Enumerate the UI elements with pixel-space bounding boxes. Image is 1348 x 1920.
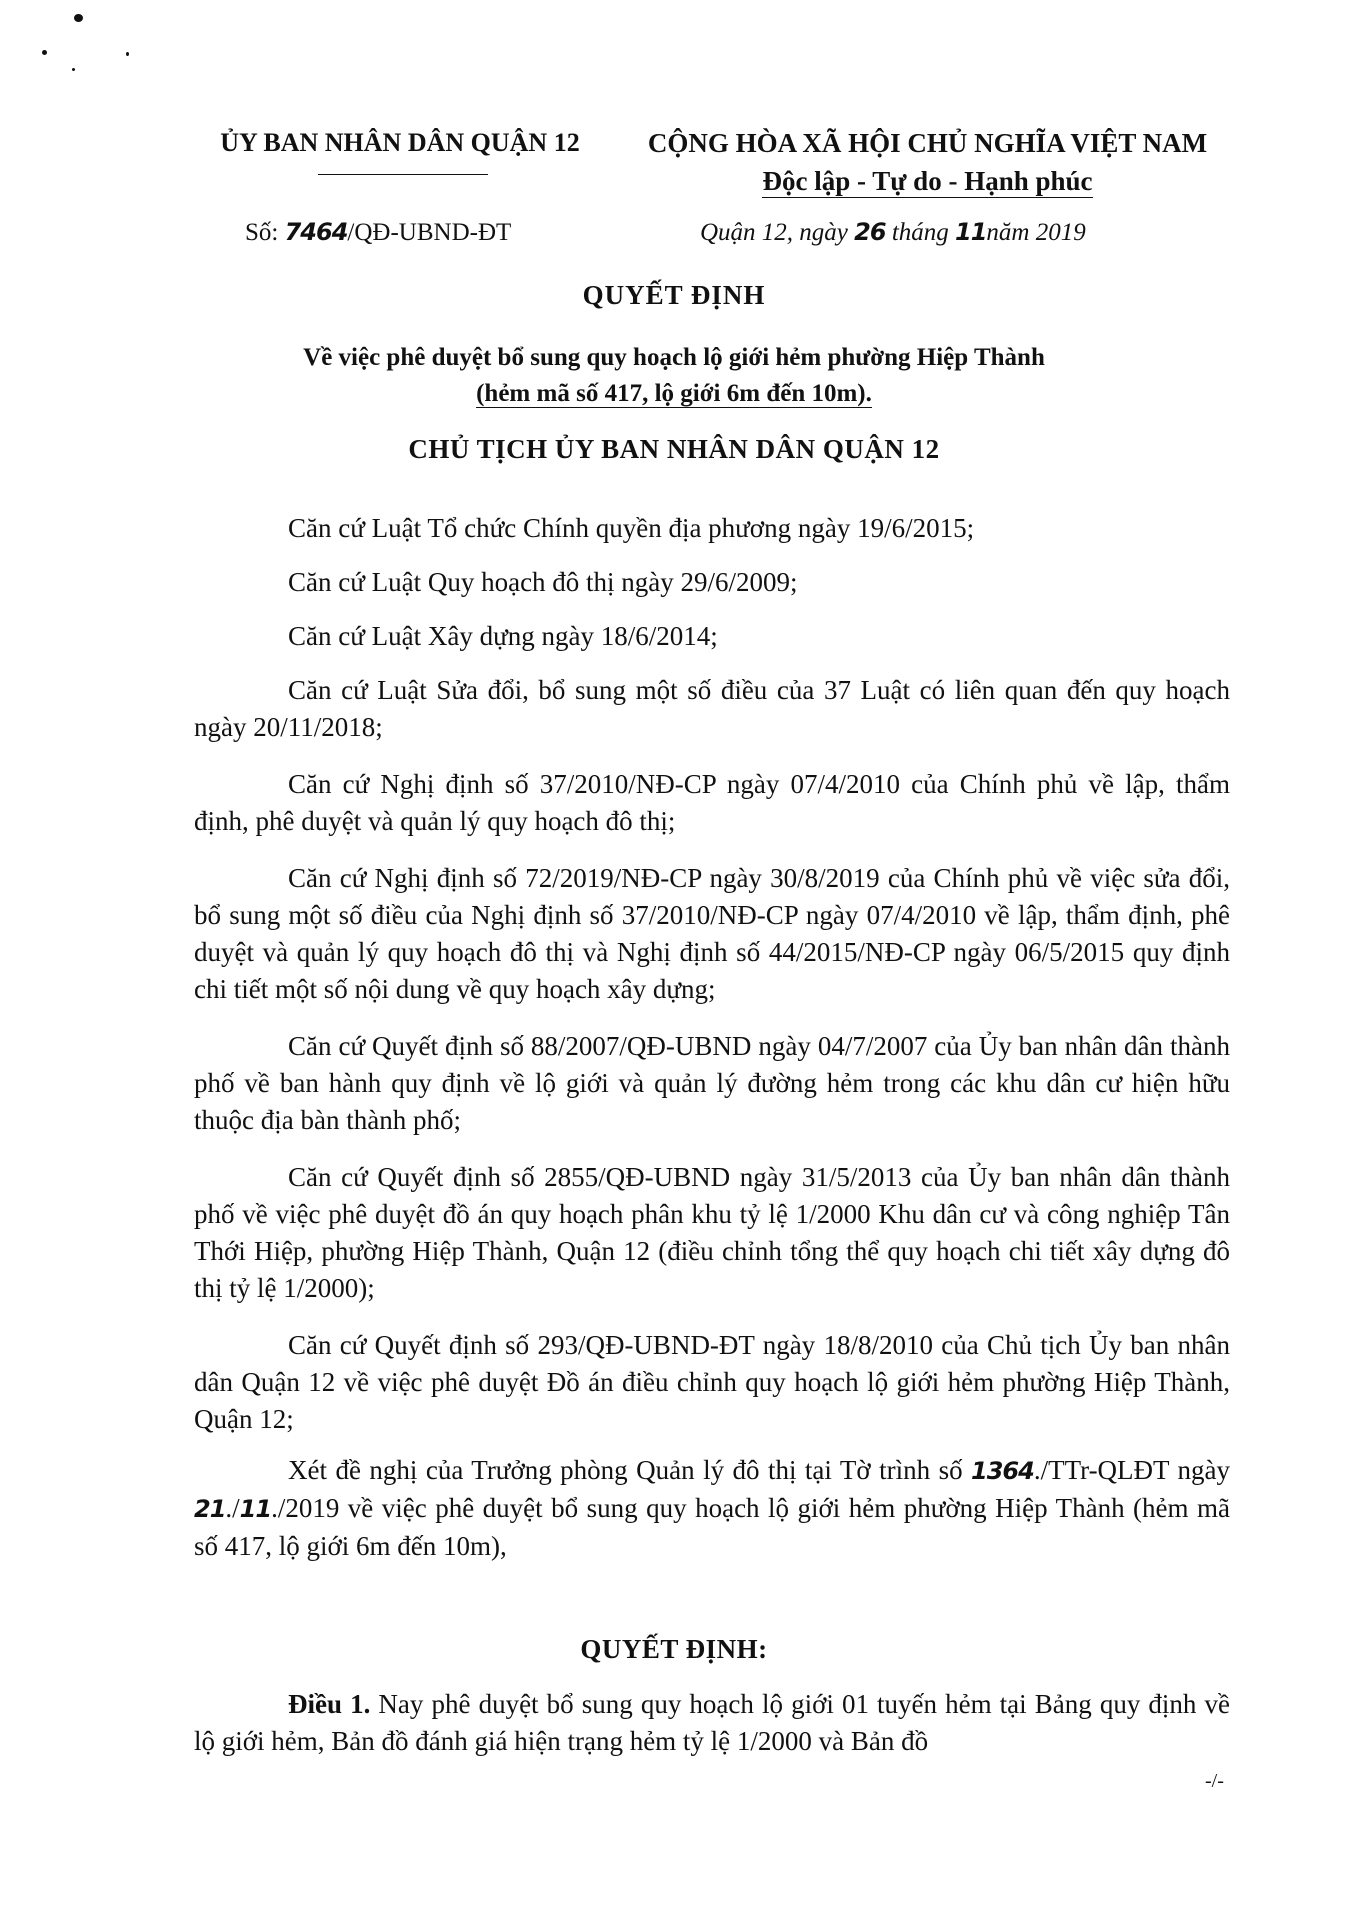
document-title: QUYẾT ĐỊNH [582, 280, 766, 310]
scan-speck [72, 68, 75, 71]
basis-paragraph: Căn cứ Luật Quy hoạch đô thị ngày 29/6/2009; [288, 567, 798, 597]
legal-bases [194, 510, 1230, 1565]
authority-underline [318, 174, 488, 175]
page-continuation-mark: -/- [1205, 1770, 1224, 1792]
scan-speck [126, 52, 129, 56]
handwritten-doc-number: 7464 [284, 218, 348, 246]
article-1-text: Nay phê duyệt bổ sung quy hoạch lộ giới 01 tuyến hẻm tại Bảng quy định về lộ giới hẻm, Bản đồ đánh giá hiện trạng hẻm tỷ lệ 1/2000 và Bản đồ [194, 1689, 1230, 1756]
basis-paragraph: Căn cứ Luật Sửa đổi, bổ sung một số điều của 37 Luật có liên quan đến quy hoạch ngày 20/11/2018; [194, 675, 1230, 742]
issuing-authority: ỦY BAN NHÂN DÂN QUẬN 12 [220, 128, 580, 157]
basis-paragraph: Căn cứ Quyết định số 88/2007/QĐ-UBND ngày 04/7/2007 của Ủy ban nhân dân thành phố về ban hành quy định về lộ giới và quản lý đường hẻm trong các khu dân cư hiện hữu thuộc địa bàn thành phố; [194, 1031, 1230, 1135]
scan-speck [42, 50, 47, 55]
subject-line-1: Về việc phê duyệt bổ sung quy hoạch lộ giới hẻm phường Hiệp Thành [303, 344, 1045, 371]
basis-paragraph: Căn cứ Quyết định số 2855/QĐ-UBND ngày 31/5/2013 của Ủy ban nhân dân thành phố về việc phê duyệt đồ án quy hoạch phân khu tỷ lệ 1/2000 Khu dân cư và công nghiệp Tân Thới Hiệp, phường Hiệp Thành, Quận 12 (điều chỉnh tổng thể quy hoạch chi tiết xây dựng đô thị tỷ lệ 1/2000); [194, 1162, 1230, 1303]
article-1-label: Điều 1. [288, 1689, 371, 1719]
handwritten-submission-day: 21 [194, 1495, 226, 1523]
handwritten-month: 11 [955, 218, 987, 246]
national-motto: Độc lập - Tự do - Hạnh phúc [762, 166, 1093, 196]
scan-speck [74, 14, 83, 22]
document-number: Số: 7464/QĐ-UBND-ĐT [245, 218, 512, 246]
basis-paragraph: Căn cứ Nghị định số 72/2019/NĐ-CP ngày 30/8/2019 của Chính phủ về việc sửa đổi, bổ sung một số điều của Nghị định số 37/2010/NĐ-CP ngày 07/4/2010 về lập, thẩm định, phê duyệt và quản lý quy hoạch đô thị và Nghị định số 44/2015/NĐ-CP ngày 06/5/2015 quy định chi tiết một số nội dung về quy hoạch xây dựng; [194, 863, 1230, 1004]
issuer-title: CHỦ TỊCH ỦY BAN NHÂN DÂN QUẬN 12 [408, 434, 940, 464]
handwritten-day: 26 [854, 218, 886, 246]
subject-line-2: (hẻm mã số 417, lộ giới 6m đến 10m). [476, 380, 872, 407]
handwritten-submission-month: 11 [239, 1495, 272, 1523]
basis-paragraph: Căn cứ Quyết định số 293/QĐ-UBND-ĐT ngày 18/8/2010 của Chủ tịch Ủy ban nhân dân Quận 12 về việc phê duyệt Đồ án điều chỉnh quy hoạch lộ giới hẻm phường Hiệp Thành, Quận 12; [194, 1330, 1230, 1434]
basis-paragraph: Căn cứ Luật Xây dựng ngày 18/6/2014; [288, 621, 718, 651]
handwritten-submission-number: 1364 [971, 1457, 1034, 1485]
country-name: CỘNG HÒA XÃ HỘI CHỦ NGHĨA VIỆT NAM [647, 128, 1208, 158]
document-date: Quận 12, ngày 26 tháng 11năm 2019 [700, 218, 1086, 246]
proposal-paragraph: Xét đề nghị của Trưởng phòng Quản lý đô thị tại Tờ trình số 1364./TTr-QLĐT ngày 21./11./2019 về việc phê duyệt bổ sung quy hoạch lộ giới hẻm phường Hiệp Thành (hẻm mã số 417, lộ giới 6m đến 10m), [194, 1455, 1230, 1561]
decision-heading: QUYẾT ĐỊNH: [580, 1634, 768, 1664]
basis-paragraph: Căn cứ Luật Tổ chức Chính quyền địa phương ngày 19/6/2015; [288, 513, 975, 543]
basis-paragraph: Căn cứ Nghị định số 37/2010/NĐ-CP ngày 07/4/2010 của Chính phủ về lập, thẩm định, phê duyệt và quản lý quy hoạch đô thị; [194, 769, 1230, 836]
article-1 [194, 1686, 1230, 1760]
